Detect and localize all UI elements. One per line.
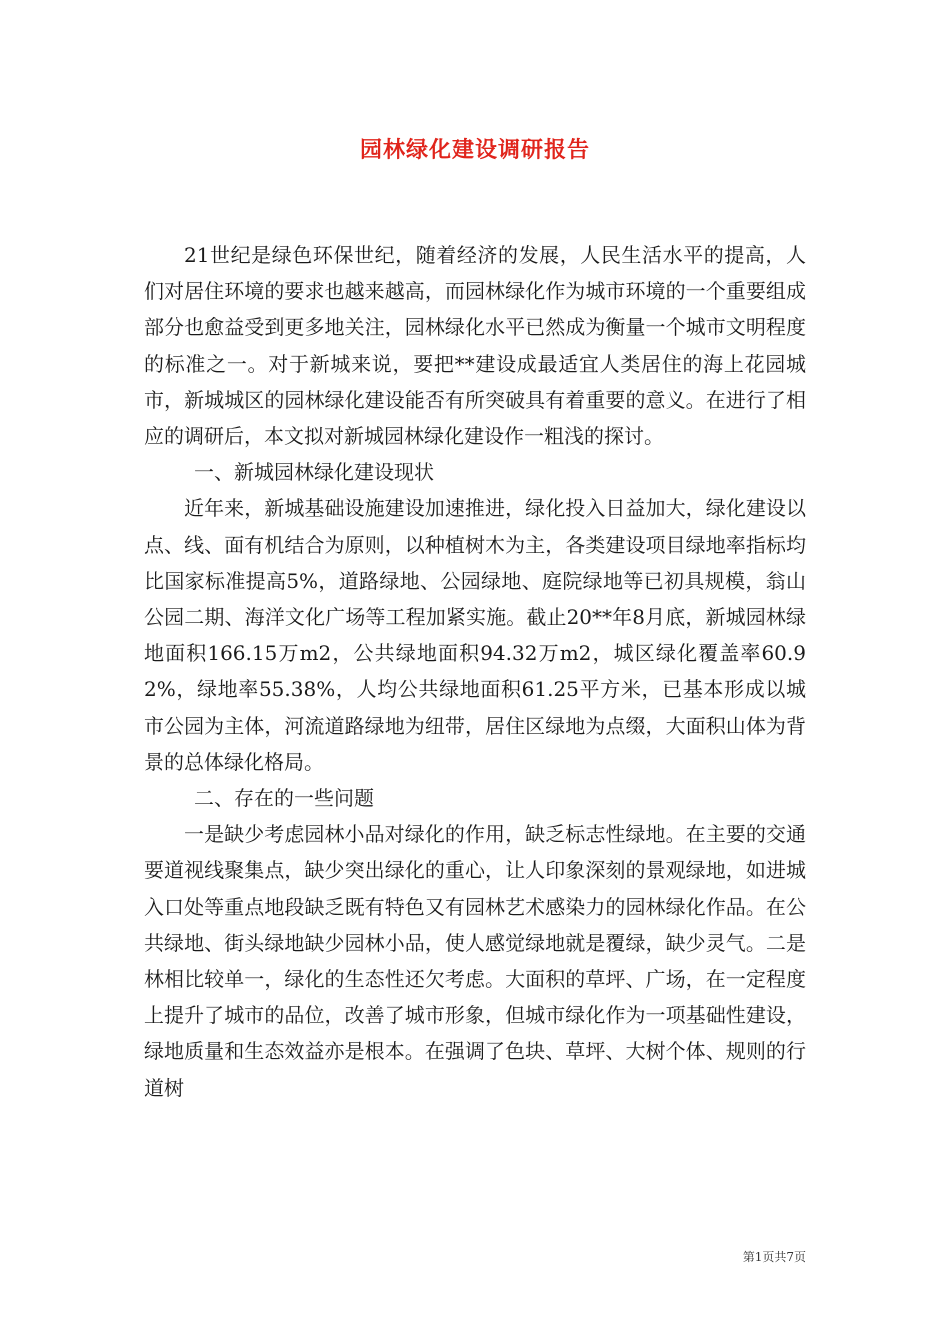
document-body: [144, 237, 806, 1106]
document-title: 园林绿化建设调研报告: [359, 137, 590, 163]
section-heading-status: 一、新城园林绿化建设现状: [194, 460, 434, 485]
paragraph-status: 近年来，新城基础设施建设加速推进，绿化投入日益加大，绿化建设以点、线、面有机结合为原则，以种植树木为主，各类建设项目绿地率指标均比国家标准提高5%，道路绿地、公园绿地、庭院绿地等已初具规模，翁山公园二期、海洋文化广场等工程加紧实施。截止20**年8月底，新城园林绿地面积166.15万m2，公共绿地面积94.32万m2，城区绿化覆盖率60.92%，绿地率55.38%，人均公共绿地面积61.25平方米，已基本形成以城市公园为主体，河流道路绿地为纽带，居住区绿地为点缀，大面积山体为背景的总体绿化格局。: [144, 496, 806, 774]
section-heading-problems: 二、存在的一些问题: [194, 786, 374, 811]
page-number: 第1页共7页: [742, 1250, 806, 1264]
paragraph-intro: 21世纪是绿色环保世纪，随着经济的发展，人民生活水平的提高，人们对居住环境的要求也越来越高，而园林绿化作为城市环境的一个重要组成部分也愈益受到更多地关注，园林绿化水平已然成为衡量一个城市文明程度的标准之一。对于新城来说，要把**建设成最适宜人类居住的海上花园城市，新城城区的园林绿化建设能否有所突破具有着重要的意义。在进行了相应的调研后，本文拟对新城园林绿化建设作一粗浅的探讨。: [144, 243, 806, 449]
paragraph-problems: 一是缺少考虑园林小品对绿化的作用，缺乏标志性绿地。在主要的交通要道视线聚集点，缺少突出绿化的重心，让人印象深刻的景观绿地，如进城入口处等重点地段缺乏既有特色又有园林艺术感染力的园林绿化作品。在公共绿地、街头绿地缺少园林小品，使人感觉绿地就是覆绿，缺少灵气。二是林相比较单一，绿化的生态性还欠考虑。大面积的草坪、广场，在一定程度上提升了城市的品位，改善了城市形象，但城市绿化作为一项基础性建设，绿地质量和生态效益亦是根本。在强调了色块、草坪、大树个体、规则的行道树: [144, 822, 806, 1100]
